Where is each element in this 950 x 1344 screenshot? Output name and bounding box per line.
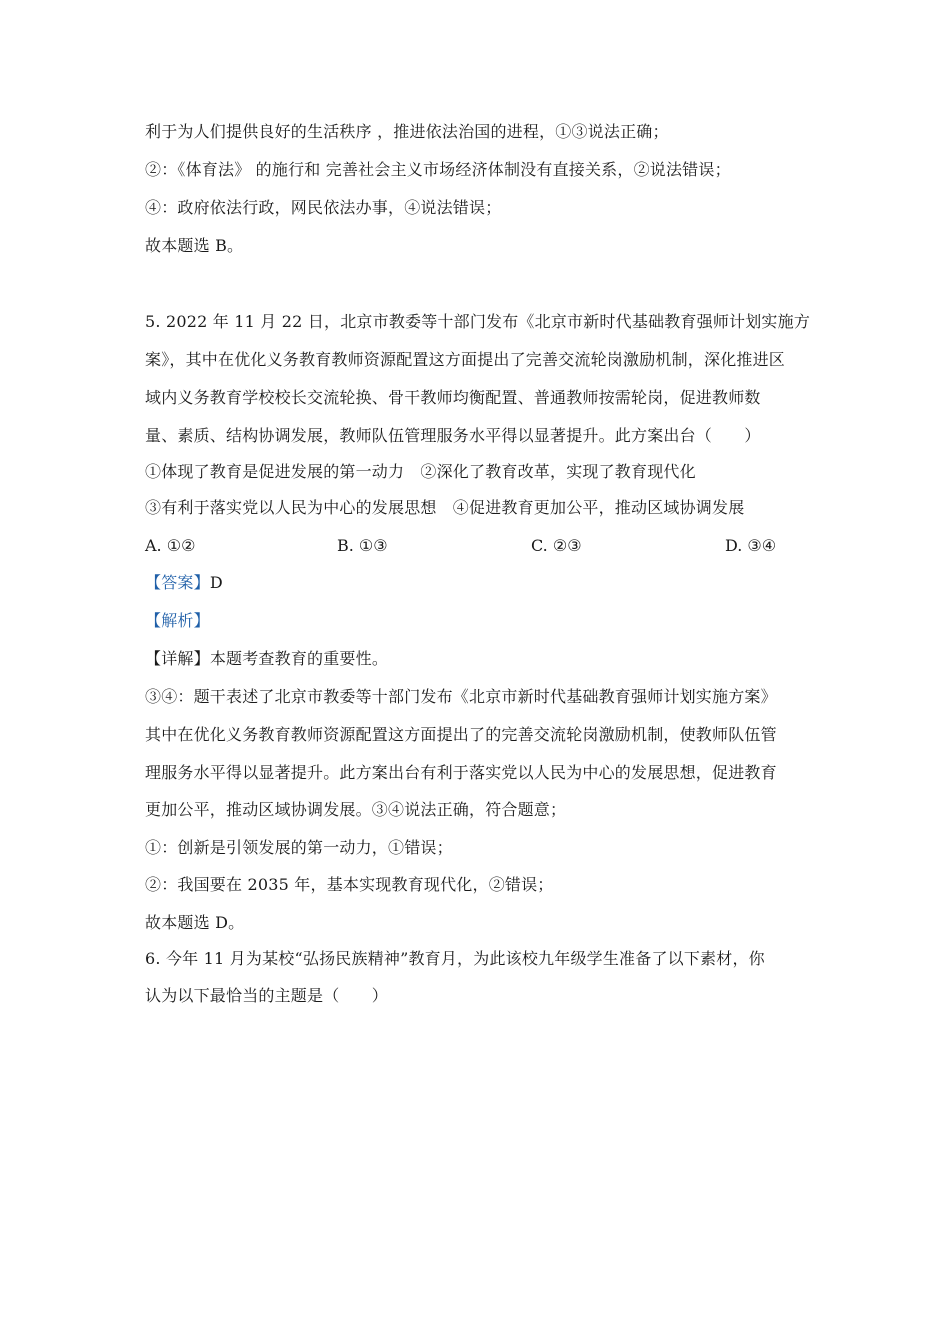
q5-explanation-line-4: 更加公平，推动区域协调发展。③④说法正确，符合题意；: [145, 800, 567, 819]
q5-option-d: D. ③④: [725, 536, 777, 555]
q6-stem-line-2: 认为以下最恰当的主题是（ ）: [145, 986, 389, 1005]
q5-statement-line-2: ③有利于落实党以人民为中心的发展思想 ④促进教育更加公平，推动区域协调发展: [145, 498, 745, 517]
q5-explanation-line-6: ②：我国要在 2035 年，基本实现教育现代化，②错误；: [145, 875, 554, 894]
detail-text: 本题考查教育的重要性。: [209, 649, 389, 668]
q5-explanation-line-2: 其中在优化义务教育教师资源配置这方面提出了的完善交流轮岗激励机制，使教师队伍管: [145, 725, 777, 744]
q5-option-a: A. ①②: [145, 536, 196, 555]
q4-text-line-2: ②：《体育法》 的施行和 完善社会主义市场经济体制没有直接关系，②说法错误；: [145, 160, 731, 179]
detail-tag: 【详解】: [145, 649, 210, 668]
answer-tag: 【答案】: [145, 573, 210, 592]
q5-statement-line-1: ①体现了教育是促进发展的第一动力 ②深化了教育改革，实现了教育现代化: [145, 462, 696, 481]
q5-stem-line-4: 量、素质、结构协调发展，教师队伍管理服务水平得以显著提升。此方案出台（ ）: [145, 426, 761, 445]
q5-stem-line-2: 案》，其中在优化义务教育教师资源配置这方面提出了完善交流轮岗激励机制，深化推进区: [145, 350, 786, 369]
q5-answer-line: [145, 573, 815, 593]
q5-analysis-line: [145, 611, 815, 631]
q4-text-line-3: ④：政府依法行政，网民依法办事，④说法错误；: [145, 198, 502, 217]
q5-detail-line: [145, 649, 815, 669]
q6-stem-line-1: 6. 今年 11 月为某校“弘扬民族精神”教育月，为此该校九年级学生准备了以下素材，你: [145, 949, 765, 968]
q5-conclusion: 故本题选 D。: [145, 913, 245, 932]
q4-text-line-1: 利于为人们提供良好的生活秩序 ，推进依法治国的进程，①③说法正确；: [145, 122, 669, 141]
q4-conclusion: 故本题选 B。: [145, 236, 244, 255]
q5-stem-line-3: 域内义务教育学校校长交流轮换、骨干教师均衡配置、普通教师按需轮岗，促进教师数: [145, 388, 761, 407]
q5-explanation-line-3: 理服务水平得以显著提升。此方案出台有利于落实党以人民为中心的发展思想，促进教育: [145, 763, 777, 782]
q5-stem-line-1: 5. 2022 年 11 月 22 日，北京市教委等十部门发布《北京市新时代基础教育强师计划实施方: [145, 312, 811, 331]
q5-option-b: B. ①③: [337, 536, 388, 555]
q5-explanation-line-1: ③④：题干表述了北京市教委等十部门发布《北京市新时代基础教育强师计划实施方案》: [145, 687, 777, 706]
q5-option-c: C. ②③: [531, 536, 582, 555]
q5-explanation-line-5: ①：创新是引领发展的第一动力，①错误；: [145, 838, 453, 857]
answer-value: D: [209, 573, 223, 592]
analysis-tag: 【解析】: [145, 611, 210, 630]
